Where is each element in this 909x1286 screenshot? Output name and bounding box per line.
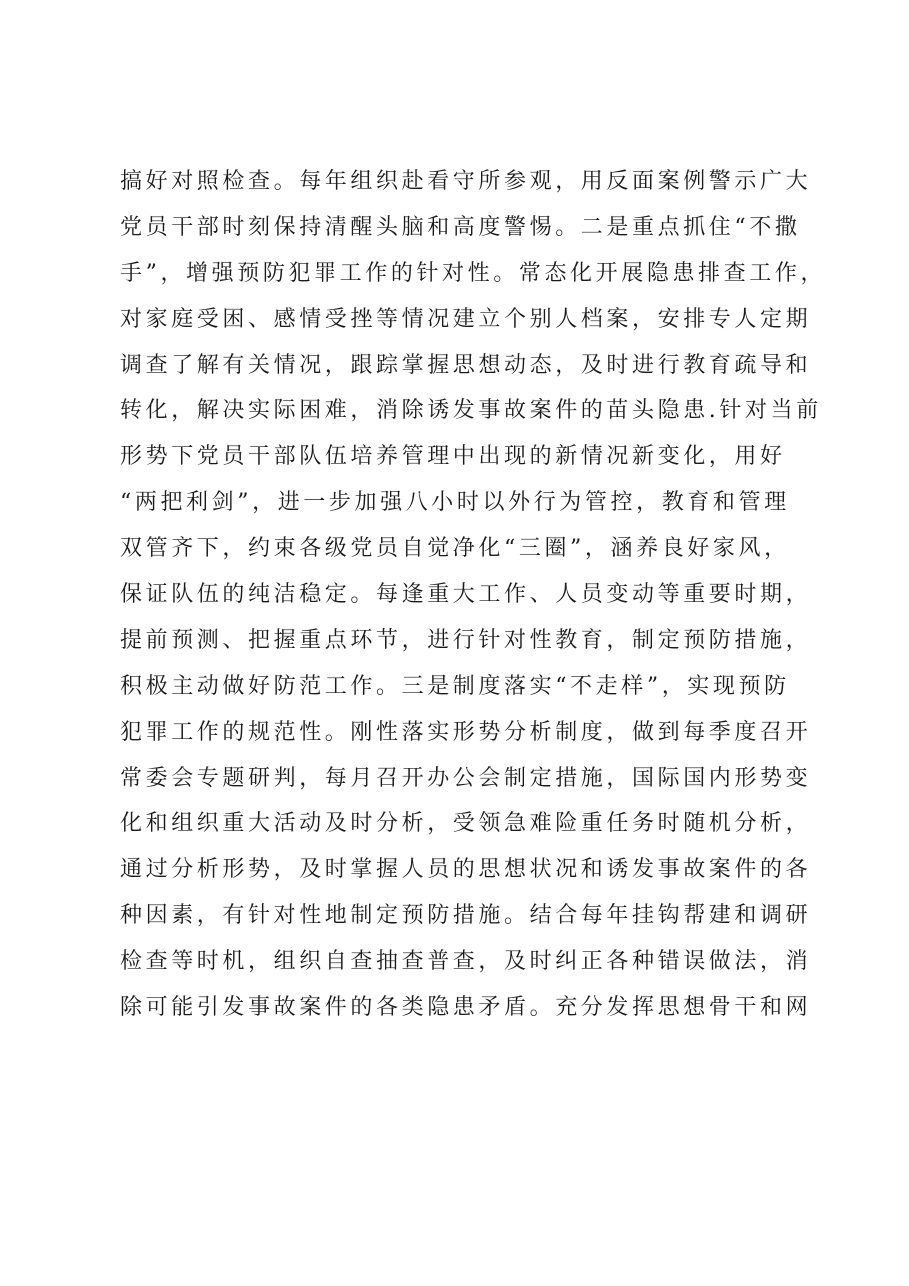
text-line: 调查了解有关情况，跟踪掌握思想动态，及时进行教育疏导和 [120,352,812,378]
text-line: 对家庭受困、感情受挫等情况建立个别人档案，安排专人定期 [120,306,812,332]
text-line: 党员干部时刻保持清醒头脑和高度警惕。二是重点抓住“不撒 [120,214,801,240]
text-line: 双管齐下，约束各级党员自觉净化“三圈”，涵养良好家风， [120,536,790,562]
text-line: 搞好对照检查。每年组织赴看守所参观，用反面案例警示广大 [120,169,812,194]
text-line: 犯罪工作的规范性。刚性落实形势分析制度，做到每季度召开 [120,719,812,745]
text-line: 转化，解决实际困难，消除诱发事故案件的苗头隐患.针对当前 [120,398,822,424]
text-line: “两把利剑”，进一步加强八小时以外行为管控，教育和管理 [120,490,790,516]
text-line: 化和组织重大活动及时分析，受领急难险重任务时随机分析， [120,811,812,837]
text-line: 通过分析形势，及时掌握人员的思想状况和诱发事故案件的各 [120,857,812,883]
text-line: 提前预测、把握重点环节，进行针对性教育，制定预防措施， [120,627,812,653]
text-line: 形势下党员干部队伍培养管理中出现的新情况新变化，用好 [120,444,786,470]
text-line: 除可能引发事故案件的各类隐患矛盾。充分发挥思想骨干和网 [120,995,812,1021]
text-line: 手”，增强预防犯罪工作的针对性。常态化开展隐患排查工作， [120,260,827,286]
text-line: 常委会专题研判，每月召开办公会制定措施，国际国内形势变 [120,765,812,791]
body-text [120,162,827,1034]
text-line: 种因素，有针对性地制定预防措施。结合每年挂钩帮建和调研 [120,903,812,929]
text-line: 保证队伍的纯洁稳定。每逢重大工作、人员变动等重要时期， [120,582,812,608]
text-line: 积极主动做好防范工作。三是制度落实“不走样”，实现预防 [120,673,790,699]
text-line: 检查等时机，组织自查抽查普查，及时纠正各种错误做法，消 [120,949,812,975]
